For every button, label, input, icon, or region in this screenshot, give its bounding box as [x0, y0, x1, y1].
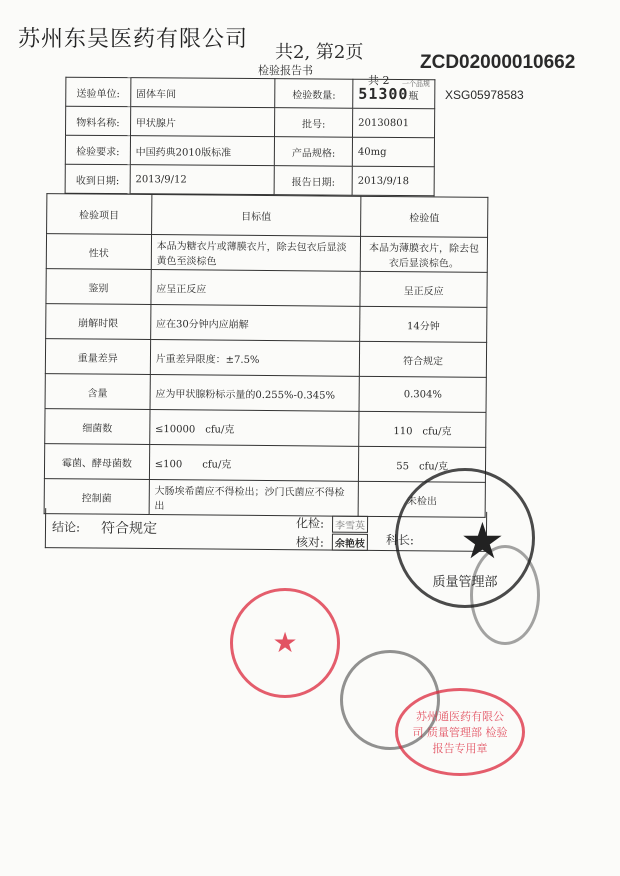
- item: 重量差异: [45, 339, 150, 375]
- item: 含量: [45, 374, 150, 410]
- copies: 共 2: [368, 74, 390, 87]
- header-target: 目标值: [151, 194, 361, 236]
- section-label: 科长:: [385, 533, 415, 548]
- target: ≤10000 cfu/克: [149, 409, 359, 446]
- star-icon: ★: [272, 626, 298, 659]
- tester-label: 化检:: [295, 516, 325, 531]
- reference-number: XSG05978583: [445, 88, 524, 102]
- sender-label: 送验单位:: [66, 77, 131, 106]
- value: 14分钟: [360, 306, 487, 342]
- item: 崩解时限: [46, 304, 151, 340]
- header-value: 检验值: [361, 196, 488, 237]
- header-item: 检验项目: [47, 194, 152, 235]
- value: 110 cfu/克: [359, 411, 486, 447]
- report-seal-stamp: [395, 688, 525, 776]
- results-table: [44, 193, 489, 518]
- tester-signature: 李雪英: [332, 516, 368, 533]
- value: 呈正反应: [360, 271, 487, 307]
- value: 未检出: [358, 481, 485, 517]
- target: 片重差异限度：±7.5%: [150, 339, 360, 376]
- report-title: 检验报告书: [258, 64, 313, 77]
- item: 性状: [46, 234, 151, 270]
- sender: 固体车间: [130, 78, 275, 108]
- company-name: 苏州东吴医药有限公司: [18, 27, 249, 52]
- checker-label: 核对:: [295, 535, 325, 550]
- star-icon: ★: [460, 512, 505, 570]
- table-row: [46, 304, 487, 343]
- table-row: [45, 339, 486, 378]
- report-label: 报告日期:: [274, 166, 352, 196]
- target: 应为甲状腺粉标示量的0.255%-0.345%: [150, 374, 360, 411]
- checker-signature: 余艳枝: [332, 534, 368, 551]
- value: 55 cfu/克: [359, 446, 486, 482]
- recv: 2013/9/12: [130, 165, 275, 195]
- recv-label: 收到日期:: [65, 164, 130, 193]
- target: 应呈正反应: [151, 269, 361, 306]
- table-row: [45, 374, 486, 413]
- value: 符合规定: [360, 341, 487, 377]
- table-row: [45, 409, 486, 448]
- copy-note: 一个品规: [402, 80, 430, 88]
- req-label: 检验要求:: [65, 135, 130, 164]
- document-code: ZCD02000010662: [420, 52, 576, 73]
- qty-label: 检验数量:: [275, 79, 353, 109]
- item: 细菌数: [45, 409, 150, 445]
- conclusion-value: 符合规定: [100, 520, 158, 538]
- target: 大肠埃希菌应不得检出；沙门氏菌应不得检出: [149, 479, 359, 516]
- target: 应在30分钟内应崩解: [150, 304, 360, 341]
- spec: 40mg: [352, 137, 434, 167]
- spec-label: 产品规格:: [275, 137, 353, 167]
- company-stamp: [230, 588, 340, 698]
- stamp-dept: 质量管理部: [432, 575, 498, 590]
- item: 鉴别: [46, 269, 151, 305]
- table-row: [44, 444, 485, 483]
- value: 本品为薄膜衣片，除去包衣后显淡棕色。: [361, 236, 488, 272]
- material: 甲状腺片: [130, 107, 275, 137]
- seal-text: 苏州通医药有限公司 质量管理部 检验报告专用章: [412, 710, 508, 755]
- target: ≤100 cfu/克: [149, 444, 359, 481]
- qty-unit: 瓶: [408, 91, 419, 103]
- report-date: 2013/9/18: [352, 166, 434, 196]
- item: 霉菌、酵母菌数: [44, 444, 149, 480]
- req: 中国药典2010版标准: [130, 136, 275, 166]
- batch-label: 批号:: [275, 108, 353, 138]
- conclusion-label: 结论:: [51, 520, 81, 535]
- material-label: 物料名称:: [66, 106, 131, 135]
- table-row: [46, 269, 487, 308]
- qty-cell: [353, 79, 435, 109]
- page-count: 共2, 第2页: [275, 42, 364, 63]
- table-row: [46, 234, 487, 273]
- info-table: [65, 77, 436, 197]
- batch: 20130801: [353, 108, 435, 138]
- value: 0.304%: [359, 376, 486, 412]
- target: 本品为糖衣片或薄膜衣片，除去包衣后显淡黄色至淡棕色: [151, 234, 361, 271]
- faint-stamp: [470, 545, 540, 645]
- item: 控制菌: [44, 479, 149, 515]
- qty: 51300: [358, 84, 409, 104]
